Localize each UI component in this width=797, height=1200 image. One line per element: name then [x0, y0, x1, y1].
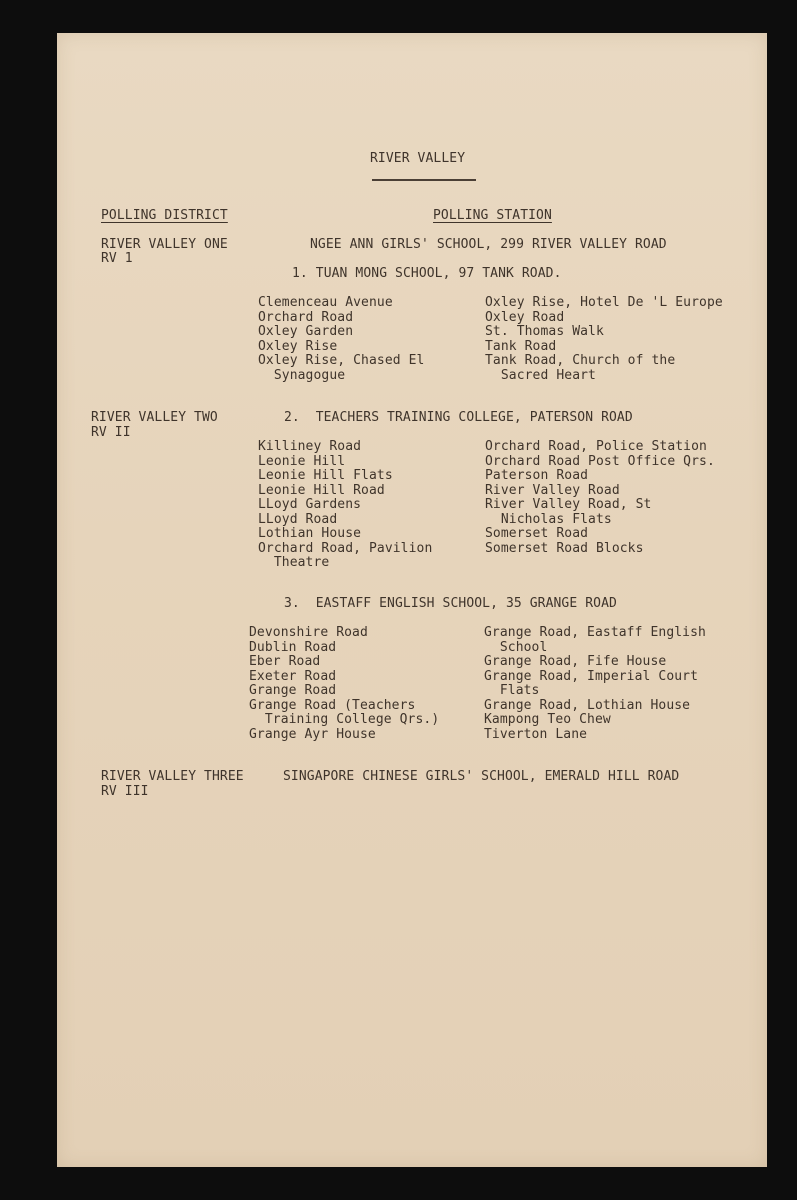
street-entry: Kampong Teo Chew	[484, 712, 611, 727]
street-entry: Tank Road, Church of the	[485, 353, 676, 368]
street-entry: Grange Ayr House	[249, 726, 376, 742]
street-entry: Orchard Road	[258, 309, 354, 325]
title-underline	[372, 179, 476, 181]
street-entry: Exeter Road	[249, 668, 337, 684]
street-entry: Theatre	[258, 555, 330, 570]
district-three-name: RIVER VALLEY THREE	[101, 769, 244, 784]
street-entry: River Valley Road	[485, 482, 620, 498]
street-entry: Clemenceau Avenue	[258, 295, 393, 310]
district-three-code: RV III	[101, 784, 149, 799]
document-title: RIVER VALLEY	[370, 151, 466, 166]
header-polling-station: POLLING STATION	[433, 208, 552, 223]
street-entry: Grange Road (Teachers	[249, 697, 416, 713]
street-entry: School	[484, 639, 548, 655]
street-entry: Grange Road	[249, 683, 337, 698]
street-entry: Flats	[484, 683, 540, 698]
district-one-name: RIVER VALLEY ONE	[101, 237, 228, 252]
street-entry: Training College Qrs.)	[249, 712, 440, 727]
street-entry: Orchard Road, Police Station	[485, 439, 707, 454]
street-entry: River Valley Road, St	[485, 497, 652, 512]
district-three-station: SINGAPORE CHINESE GIRLS' SCHOOL, EMERALD HILL ROAD	[283, 769, 680, 784]
sub2-heading: 2. TEACHERS TRAINING COLLEGE, PATERSON ROAD	[284, 410, 633, 425]
district-one-station: NGEE ANN GIRLS' SCHOOL, 299 RIVER VALLEY ROAD	[310, 237, 667, 252]
district-two-code: RV II	[91, 425, 131, 440]
street-entry: Oxley Road	[485, 309, 565, 325]
sub1-heading: 1. TUAN MONG SCHOOL, 97 TANK ROAD.	[292, 266, 562, 281]
street-entry: Oxley Garden	[258, 324, 354, 339]
street-entry: Grange Road, Lothian House	[484, 697, 691, 713]
street-entry: Grange Road, Eastaff English	[484, 625, 706, 640]
street-entry: Leonie Hill Flats	[258, 468, 393, 483]
street-entry: Eber Road	[249, 654, 321, 669]
street-entry: Somerset Road	[485, 526, 589, 541]
street-entry: Nicholas Flats	[485, 511, 612, 527]
street-entry: Paterson Road	[485, 468, 589, 483]
street-entry: Grange Road, Imperial Court	[484, 668, 699, 684]
street-entry: Synagogue	[258, 367, 346, 383]
street-entry: Oxley Rise	[258, 338, 338, 354]
street-entry: Orchard Road, Pavilion	[258, 540, 433, 556]
street-entry: LLoyd Gardens	[258, 497, 362, 512]
street-entry: LLoyd Road	[258, 511, 338, 527]
street-entry: Lothian House	[258, 526, 362, 541]
street-entry: Sacred Heart	[485, 367, 596, 383]
street-entry: Oxley Rise, Hotel De 'L Europe	[485, 295, 723, 310]
street-entry: Leonie Hill	[258, 453, 346, 469]
street-entry: Devonshire Road	[249, 625, 368, 640]
street-entry: Leonie Hill Road	[258, 482, 385, 498]
street-entry: Somerset Road Blocks	[485, 540, 644, 556]
street-entry: Orchard Road Post Office Qrs.	[485, 453, 715, 469]
sub3-heading: 3. EASTAFF ENGLISH SCHOOL, 35 GRANGE ROAD	[284, 596, 617, 611]
header-polling-district: POLLING DISTRICT	[101, 208, 228, 223]
street-entry: Oxley Rise, Chased El	[258, 353, 425, 368]
street-entry: Killiney Road	[258, 439, 362, 454]
street-entry: Dublin Road	[249, 639, 337, 655]
street-entry: Tank Road	[485, 338, 557, 354]
street-entry: Tiverton Lane	[484, 726, 588, 742]
street-entry: Grange Road, Fife House	[484, 654, 667, 669]
street-entry: St. Thomas Walk	[485, 324, 604, 339]
district-one-code: RV 1	[101, 251, 133, 266]
district-two-name: RIVER VALLEY TWO	[91, 410, 218, 425]
